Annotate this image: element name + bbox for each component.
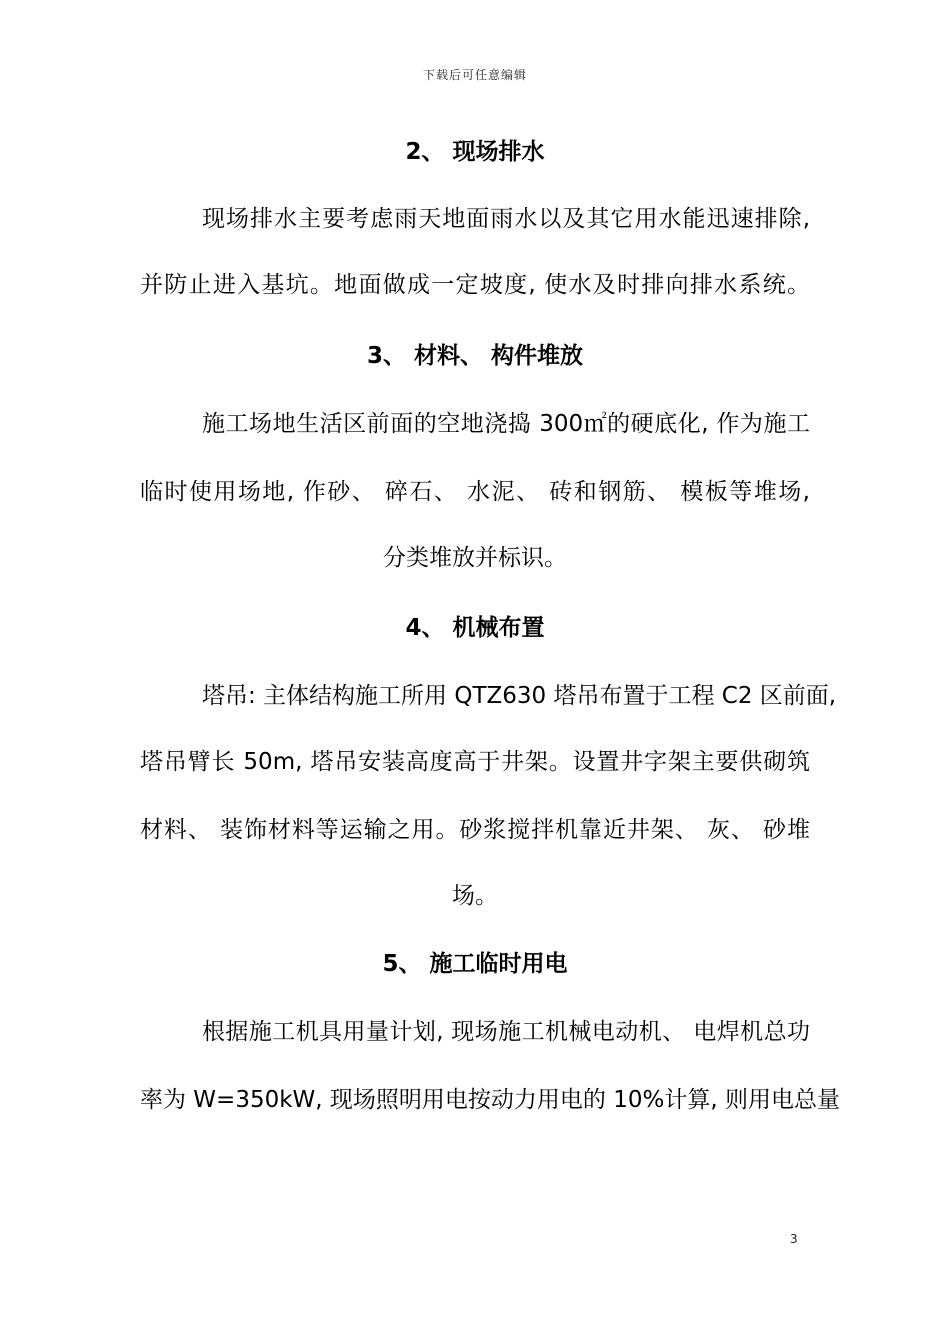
paragraph-line: 并防止进入基坑。地面做成一定坡度, 使水及时排向排水系统。 — [140, 272, 810, 298]
paragraph-line: 临时使用场地, 作砂、 碎石、 水泥、 砖和钢筋、 模板等堆场, — [140, 479, 810, 505]
paragraph-line: 塔吊臂长 50m, 塔吊安装高度高于井架。设置井字架主要供砌筑 — [140, 749, 810, 775]
section-heading-electricity: 5、 施工临时用电 — [382, 951, 568, 977]
paragraph-line: 分类堆放并标识。 — [383, 545, 567, 571]
section-heading-drainage: 2、 现场排水 — [405, 139, 545, 165]
paragraph-line: 施工场地生活区前面的空地浇捣 300㎡的硬底化, 作为施工 — [202, 411, 810, 437]
paragraph-line: 根据施工机具用量计划, 现场施工机械电动机、 电焊机总功 — [202, 1019, 810, 1045]
page-header: 下载后可任意编辑 — [422, 68, 527, 82]
paragraph-line: 场。 — [452, 883, 498, 909]
section-heading-materials: 3、 材料、 构件堆放 — [366, 343, 584, 369]
section-heading-machinery: 4、 机械布置 — [405, 615, 545, 641]
paragraph-line: 率为 W=350kW, 现场照明用电按动力用电的 10%计算, 则用电总量 — [140, 1087, 840, 1113]
page-number: 3 — [790, 1232, 798, 1246]
paragraph-line: 塔吊: 主体结构施工所用 QTZ630 塔吊布置于工程 C2 区前面, — [202, 683, 837, 709]
paragraph-line: 现场排水主要考虑雨天地面雨水以及其它用水能迅速排除, — [202, 206, 810, 232]
paragraph-line: 材料、 装饰材料等运输之用。砂浆搅拌机靠近井架、 灰、 砂堆 — [140, 817, 810, 843]
